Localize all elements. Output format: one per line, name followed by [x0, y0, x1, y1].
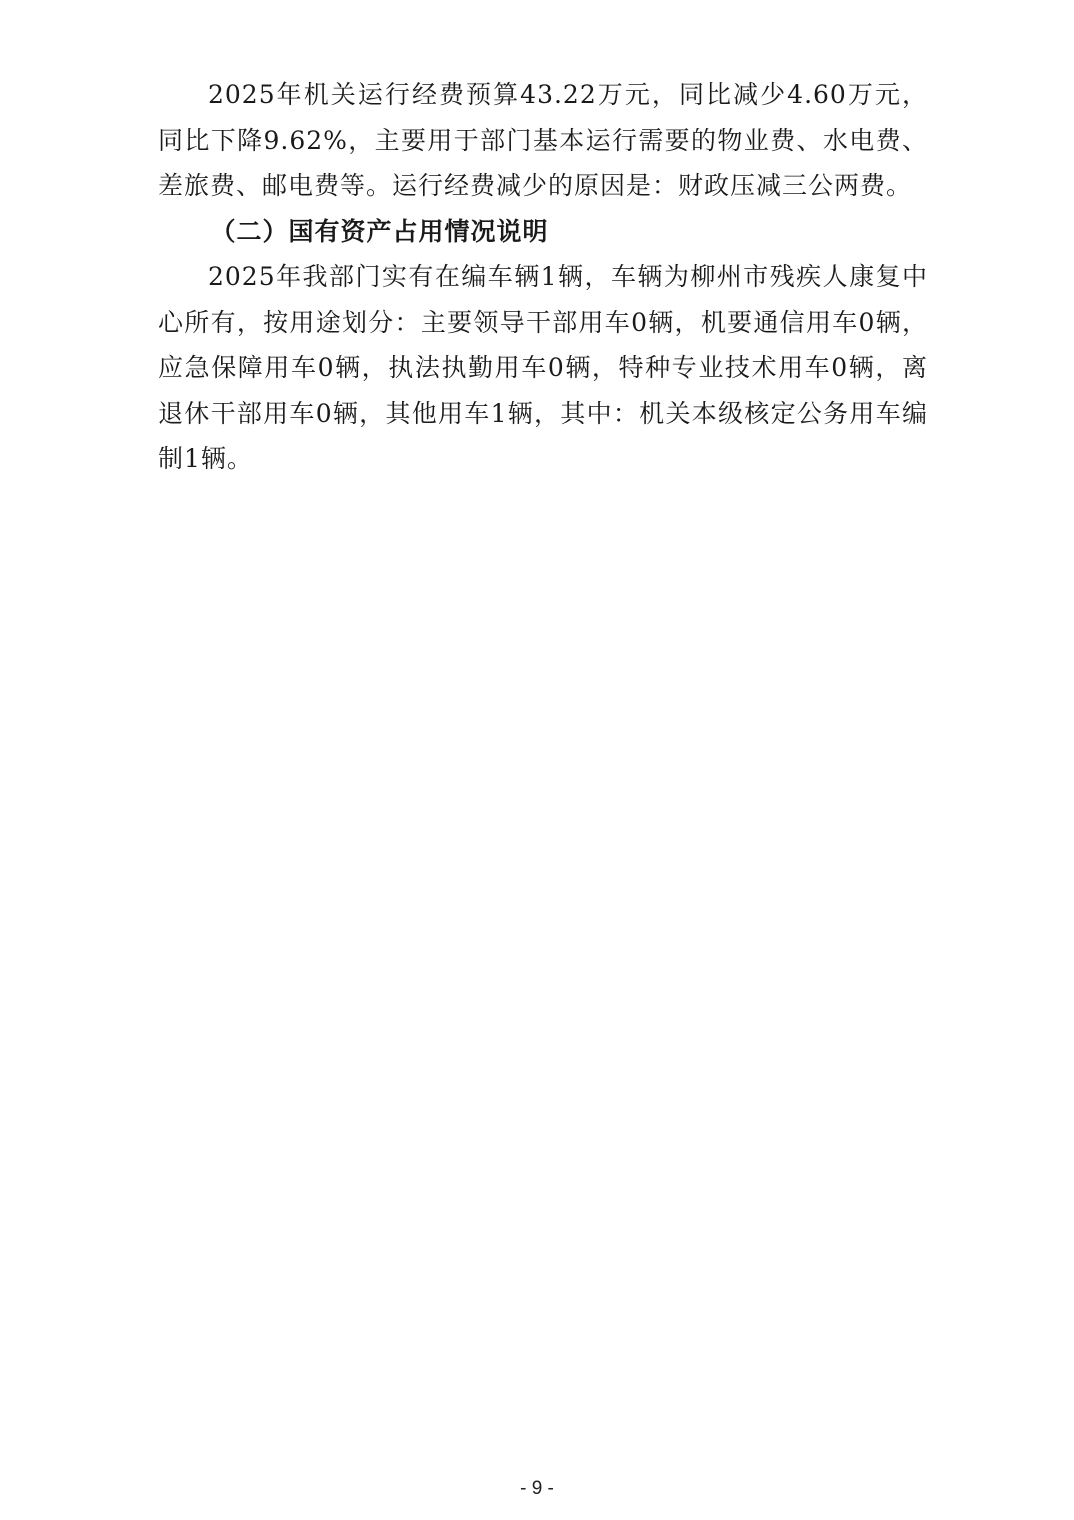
paragraph-operating-expenses: 2025年机关运行经费预算43.22万元，同比减少4.60万元，同比下降9.62%，主要用于部门基本运行需要的物业费、水电费、差旅费、邮电费等。运行经费减少的原因是：财政压减三公两费。 — [158, 80, 928, 200]
section-heading-state-assets: （二）国有资产占用情况说明 — [210, 216, 549, 246]
page-number: - 9 - — [520, 1478, 554, 1499]
paragraph-vehicles: 2025年我部门实有在编车辆1辆，车辆为柳州市残疾人康复中心所有，按用途划分：主要领导干部用车0辆，机要通信用车0辆，应急保障用车0辆，执法执勤用车0辆，特种专业技术用车0辆，离退休干部用车0辆，其他用车1辆，其中：机关本级核定公务用车编制1辆。 — [158, 262, 928, 473]
document-body — [158, 72, 928, 482]
